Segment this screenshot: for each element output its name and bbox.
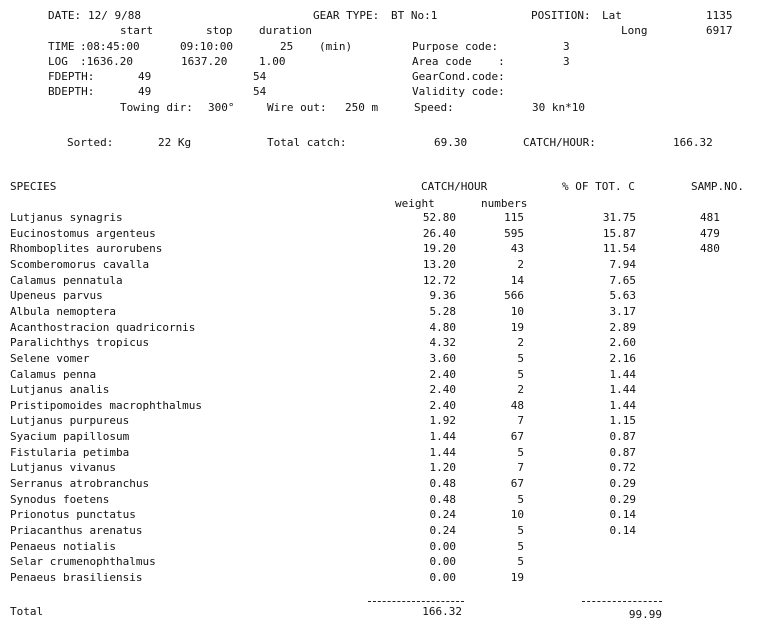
weight-value: 2.40 bbox=[429, 368, 456, 381]
species-name: Lutjanus synagris bbox=[10, 211, 123, 224]
pct-value: 7.94 bbox=[609, 258, 636, 271]
weight-value: 12.72 bbox=[422, 274, 456, 287]
area-label: Area code : bbox=[412, 55, 505, 68]
long-value: 6917 bbox=[706, 24, 733, 37]
wire-value: 250 m bbox=[345, 101, 379, 114]
species-name: Lutjanus purpureus bbox=[10, 414, 130, 427]
numbers-value: 5 bbox=[517, 352, 524, 365]
numbers-value: 67 bbox=[510, 477, 524, 490]
pct-value: 31.75 bbox=[602, 211, 636, 224]
species-name: Upeneus parvus bbox=[10, 289, 103, 302]
pct-value: 3.17 bbox=[609, 305, 636, 318]
numbers-value: 43 bbox=[510, 242, 524, 255]
towing-label: Towing dir: bbox=[120, 101, 193, 114]
pct-value: 0.14 bbox=[609, 524, 636, 537]
total-label: Total bbox=[10, 605, 44, 618]
pct-value: 11.54 bbox=[602, 242, 636, 255]
numbers-value: 5 bbox=[517, 555, 524, 568]
species-name: Priacanthus arenatus bbox=[10, 524, 143, 537]
pct-value: 15.87 bbox=[602, 227, 636, 240]
numbers-value: 7 bbox=[517, 461, 524, 474]
weight-value: 19.20 bbox=[422, 242, 456, 255]
pct-value: 0.87 bbox=[609, 430, 636, 443]
pct-value: 1.44 bbox=[609, 399, 636, 412]
species-name: Selar crumenophthalmus bbox=[10, 555, 156, 568]
purpose-value: 3 bbox=[563, 40, 570, 53]
purpose-label: Purpose code: bbox=[412, 40, 499, 53]
time-stop: 09:10:00 bbox=[180, 40, 233, 53]
numbers-value: 19 bbox=[510, 321, 524, 334]
weight-value: 1.20 bbox=[429, 461, 456, 474]
towing-value: 300° bbox=[208, 101, 235, 114]
samp-value: 479 bbox=[700, 227, 720, 240]
numbers-value: 14 bbox=[510, 274, 524, 287]
pct-value: 0.29 bbox=[609, 493, 636, 506]
cph-value: 166.32 bbox=[673, 136, 713, 149]
lat-value: 1135 bbox=[706, 9, 733, 22]
numbers-value: 5 bbox=[517, 540, 524, 553]
species-name: Eucinostomus argenteus bbox=[10, 227, 156, 240]
bdepth-stop: 54 bbox=[253, 85, 267, 98]
species-name: Synodus foetens bbox=[10, 493, 110, 506]
pct-value: 1.44 bbox=[609, 368, 636, 381]
weight-value: 0.24 bbox=[429, 508, 456, 521]
weight-value: 9.36 bbox=[429, 289, 456, 302]
weight-value: 3.60 bbox=[429, 352, 456, 365]
numbers-value: 10 bbox=[510, 508, 524, 521]
log-stop: 1637.20 bbox=[181, 55, 228, 68]
speed-label: Speed: bbox=[414, 101, 454, 114]
species-name: Syacium papillosum bbox=[10, 430, 130, 443]
total-pct: 99.99 bbox=[628, 608, 662, 621]
pct-value: 0.87 bbox=[609, 446, 636, 459]
numbers-header: numbers bbox=[481, 197, 528, 210]
species-name: Lutjanus vivanus bbox=[10, 461, 116, 474]
bdepth-start: 49 bbox=[138, 85, 152, 98]
pct-value: 1.44 bbox=[609, 383, 636, 396]
numbers-value: 5 bbox=[517, 524, 524, 537]
col-duration-header: duration bbox=[259, 24, 312, 37]
cph-label: CATCH/HOUR: bbox=[523, 136, 596, 149]
gear-type-value: BT No:1 bbox=[391, 9, 438, 22]
sorted-label: Sorted: bbox=[67, 136, 114, 149]
weight-value: 1.44 bbox=[429, 446, 456, 459]
species-name: Calamus pennatula bbox=[10, 274, 123, 287]
weight-value: 26.40 bbox=[422, 227, 456, 240]
area-value: 3 bbox=[563, 55, 570, 68]
weight-total-rule bbox=[368, 601, 464, 602]
pct-value: 1.15 bbox=[609, 414, 636, 427]
pct-value: 7.65 bbox=[609, 274, 636, 287]
total-catch-value: 69.30 bbox=[434, 136, 468, 149]
samp-header: SAMP.NO. bbox=[691, 180, 744, 193]
pct-total-rule bbox=[582, 601, 662, 602]
samp-value: 480 bbox=[700, 242, 720, 255]
bdepth-label: BDEPTH: bbox=[48, 85, 95, 98]
weight-value: 4.32 bbox=[429, 336, 456, 349]
species-name: Penaeus notialis bbox=[10, 540, 116, 553]
time-start: :08:45:00 bbox=[80, 40, 140, 53]
col-start-header: start bbox=[120, 24, 154, 37]
species-name: Selene vomer bbox=[10, 352, 90, 365]
numbers-value: 595 bbox=[504, 227, 524, 240]
species-name: Rhomboplites aurorubens bbox=[10, 242, 163, 255]
numbers-value: 19 bbox=[510, 571, 524, 584]
weight-value: 13.20 bbox=[422, 258, 456, 271]
fdepth-stop: 54 bbox=[253, 70, 267, 83]
date-label: DATE: bbox=[48, 9, 82, 22]
species-name: Scomberomorus cavalla bbox=[10, 258, 150, 271]
pct-header: % OF TOT. C bbox=[562, 180, 635, 193]
total-weight: 166.32 bbox=[422, 605, 462, 618]
log-start: :1636.20 bbox=[80, 55, 133, 68]
long-label: Long bbox=[621, 24, 648, 37]
weight-value: 0.48 bbox=[429, 477, 456, 490]
lat-label: Lat bbox=[602, 9, 622, 22]
numbers-value: 2 bbox=[517, 258, 524, 271]
time-duration: 25 bbox=[280, 40, 294, 53]
total-catch-label: Total catch: bbox=[267, 136, 347, 149]
fdepth-label: FDEPTH: bbox=[48, 70, 95, 83]
species-name: Calamus penna bbox=[10, 368, 97, 381]
weight-value: 0.00 bbox=[429, 571, 456, 584]
species-name: Acanthostracion quadricornis bbox=[10, 321, 196, 334]
numbers-value: 115 bbox=[504, 211, 524, 224]
species-name: Prionotus punctatus bbox=[10, 508, 136, 521]
samp-value: 481 bbox=[700, 211, 720, 224]
wire-label: Wire out: bbox=[267, 101, 327, 114]
species-name: Lutjanus analis bbox=[10, 383, 110, 396]
pct-value: 0.72 bbox=[609, 461, 636, 474]
weight-value: 4.80 bbox=[429, 321, 456, 334]
species-name: Albula nemoptera bbox=[10, 305, 116, 318]
date-value: 12/ 9/88 bbox=[88, 9, 141, 22]
species-name: Paralichthys tropicus bbox=[10, 336, 150, 349]
weight-value: 0.48 bbox=[429, 493, 456, 506]
pct-value: 5.63 bbox=[609, 289, 636, 302]
weight-value: 2.40 bbox=[429, 383, 456, 396]
numbers-value: 566 bbox=[504, 289, 524, 302]
gear-type-label: GEAR TYPE: bbox=[313, 9, 380, 22]
time-unit: (min) bbox=[319, 40, 353, 53]
time-label: TIME bbox=[48, 40, 75, 53]
numbers-value: 2 bbox=[517, 336, 524, 349]
numbers-value: 7 bbox=[517, 414, 524, 427]
weight-value: 52.80 bbox=[422, 211, 456, 224]
weight-value: 0.24 bbox=[429, 524, 456, 537]
species-name: Penaeus brasiliensis bbox=[10, 571, 143, 584]
weight-value: 1.44 bbox=[429, 430, 456, 443]
species-name: Serranus atrobranchus bbox=[10, 477, 150, 490]
weight-value: 1.92 bbox=[429, 414, 456, 427]
weight-header: weight bbox=[395, 197, 435, 210]
gearcond-label: GearCond.code: bbox=[412, 70, 505, 83]
col-stop-header: stop bbox=[206, 24, 233, 37]
species-name: Pristipomoides macrophthalmus bbox=[10, 399, 203, 412]
pct-value: 2.60 bbox=[609, 336, 636, 349]
pct-value: 0.14 bbox=[609, 508, 636, 521]
weight-value: 2.40 bbox=[429, 399, 456, 412]
numbers-value: 5 bbox=[517, 368, 524, 381]
catch-hour-header: CATCH/HOUR bbox=[421, 180, 488, 193]
fdepth-start: 49 bbox=[138, 70, 152, 83]
species-name: Fistularia petimba bbox=[10, 446, 130, 459]
log-duration: 1.00 bbox=[259, 55, 286, 68]
weight-value: 0.00 bbox=[429, 540, 456, 553]
pct-value: 2.89 bbox=[609, 321, 636, 334]
numbers-value: 10 bbox=[510, 305, 524, 318]
weight-value: 0.00 bbox=[429, 555, 456, 568]
species-header: SPECIES bbox=[10, 180, 57, 193]
numbers-value: 48 bbox=[510, 399, 524, 412]
sorted-value: 22 Kg bbox=[158, 136, 192, 149]
numbers-value: 2 bbox=[517, 383, 524, 396]
validity-label: Validity code: bbox=[412, 85, 505, 98]
numbers-value: 5 bbox=[517, 446, 524, 459]
numbers-value: 67 bbox=[510, 430, 524, 443]
pct-value: 2.16 bbox=[609, 352, 636, 365]
weight-value: 5.28 bbox=[429, 305, 456, 318]
speed-value: 30 kn*10 bbox=[532, 101, 585, 114]
numbers-value: 5 bbox=[517, 493, 524, 506]
position-label: POSITION: bbox=[531, 9, 591, 22]
log-label: LOG bbox=[48, 55, 68, 68]
pct-value: 0.29 bbox=[609, 477, 636, 490]
